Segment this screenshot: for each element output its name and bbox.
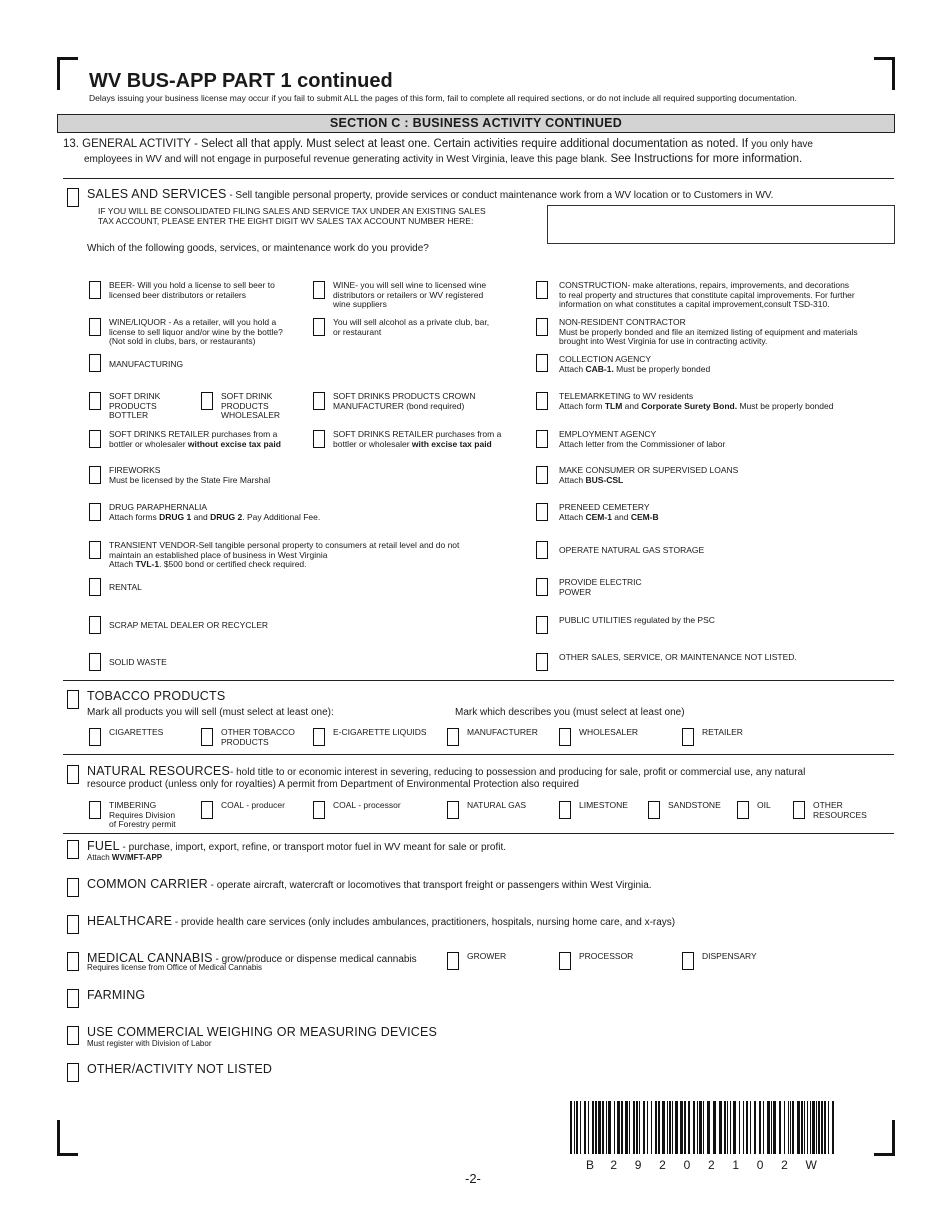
public-utilities-checkbox[interactable] bbox=[536, 616, 548, 634]
drug-paraphernalia-label: DRUG PARAPHERNALIA Attach forms DRUG 1 and DRUG 2. Pay Additional Fee. bbox=[109, 502, 321, 522]
natural-gas-storage-label: OPERATE NATURAL GAS STORAGE bbox=[559, 545, 705, 555]
fireworks-checkbox[interactable] bbox=[89, 466, 101, 484]
crop-mark-bottom-right bbox=[874, 1120, 895, 1156]
dispensary-label: DISPENSARY bbox=[702, 951, 757, 961]
preneed-cemetery-label: PRENEED CEMETERY Attach CEM-1 and CEM-B bbox=[559, 502, 659, 522]
consumer-loans-checkbox[interactable] bbox=[536, 466, 548, 484]
crop-mark-top-right bbox=[874, 57, 895, 90]
sales-tax-account-number-field[interactable] bbox=[547, 205, 895, 244]
crop-mark-top-left bbox=[57, 57, 78, 90]
fireworks-label: FIREWORKS Must be licensed by the State Fire Marshal bbox=[109, 465, 271, 485]
farming-heading: FARMING bbox=[87, 988, 146, 1002]
medical-cannabis-note: Requires license from Office of Medical Cannabis bbox=[87, 963, 263, 972]
coal-processor-checkbox[interactable] bbox=[313, 801, 325, 819]
sales-services-heading: SALES AND SERVICES - Sell tangible personal property, provide services or conduct maintenance work from a WV location or to Customers in WV. bbox=[87, 187, 774, 201]
manufacturing-checkbox[interactable] bbox=[89, 354, 101, 372]
preneed-cemetery-checkbox[interactable] bbox=[536, 503, 548, 521]
page-title: WV BUS-APP PART 1 continued bbox=[89, 70, 393, 92]
nonresident-contractor-label: NON-RESIDENT CONTRACTOR Must be properly bonded and file an itemized listing of equipment and materials brought into West Virginia for use in contracting activity. bbox=[559, 317, 858, 346]
natural-gas-label: NATURAL GAS bbox=[467, 800, 527, 810]
soft-drink-retailer-no-tax-checkbox[interactable] bbox=[89, 430, 101, 448]
other-tobacco-label: OTHER TOBACCO PRODUCTS bbox=[221, 727, 295, 747]
tobacco-wholesaler-checkbox[interactable] bbox=[559, 728, 571, 746]
other-activity-checkbox[interactable] bbox=[67, 1063, 79, 1082]
beer-checkbox[interactable] bbox=[89, 281, 101, 299]
tobacco-products-instruction: Mark all products you will sell (must select at least one): bbox=[87, 707, 334, 718]
other-activity-heading: OTHER/ACTIVITY NOT LISTED bbox=[87, 1062, 273, 1076]
employment-agency-checkbox[interactable] bbox=[536, 430, 548, 448]
wine-liquor-label: WINE/LIQUOR - As a retailer, will you hold a license to sell liquor and/or wine by the bottle? (Not sold in clubs, bars, or restaurants) bbox=[109, 317, 283, 346]
tobacco-heading: TOBACCO PRODUCTS bbox=[87, 689, 226, 703]
grower-label: GROWER bbox=[467, 951, 507, 961]
barcode-digits: B 2 9 2 0 2 1 0 2 W bbox=[586, 1158, 817, 1172]
public-utilities-label: PUBLIC UTILITIES regulated by the PSC bbox=[559, 615, 715, 625]
farming-checkbox[interactable] bbox=[67, 989, 79, 1008]
timbering-label: TIMBERING Requires Division of Forestry permit bbox=[109, 800, 176, 829]
other-sales-checkbox[interactable] bbox=[536, 653, 548, 671]
construction-label: CONSTRUCTION- make alterations, repairs, improvements, and decorations to real property and structures that constitute capital improvements. For further information on what constitutes a capital improvement,consult TSD-310. bbox=[559, 280, 855, 309]
wine-label: WINE- you will sell wine to licensed wine distributors or retailers or WV registered wine suppliers bbox=[333, 280, 487, 309]
tobacco-role-instruction: Mark which describes you (must select at least one) bbox=[455, 707, 685, 718]
cigarettes-label: CIGARETTES bbox=[109, 727, 164, 737]
tobacco-retailer-label: RETAILER bbox=[702, 727, 743, 737]
medical-cannabis-heading: MEDICAL CANNABIS - grow/produce or dispense medical cannabis bbox=[87, 951, 417, 965]
medical-cannabis-checkbox[interactable] bbox=[67, 952, 79, 971]
soft-drink-retailer-tax-checkbox[interactable] bbox=[313, 430, 325, 448]
drug-paraphernalia-checkbox[interactable] bbox=[89, 503, 101, 521]
sales-services-checkbox[interactable] bbox=[67, 188, 79, 207]
oil-label: OIL bbox=[757, 800, 771, 810]
tobacco-manufacturer-label: MANUFACTURER bbox=[467, 727, 538, 737]
rental-checkbox[interactable] bbox=[89, 578, 101, 596]
transient-vendor-label: TRANSIENT VENDOR-Sell tangible personal property to consumers at retail level and do not maintain an established place of business in West Virginia Attach TVL-1. $500 bond or certified check required. bbox=[109, 540, 460, 569]
e-cigarette-label: E-CIGARETTE LIQUIDS bbox=[333, 727, 427, 737]
other-sales-label: OTHER SALES, SERVICE, OR MAINTENANCE NOT LISTED. bbox=[559, 652, 797, 662]
page-subtitle: Delays issuing your business license may occur if you fail to submit ALL the pages of this form, fail to complete all required sections, or do not include all required supporting documentation. bbox=[89, 93, 797, 103]
soft-drink-retailer-tax-label: SOFT DRINKS RETAILER purchases from a bottler or wholesaler with excise tax paid bbox=[333, 429, 502, 449]
soft-drink-bottler-checkbox[interactable] bbox=[89, 392, 101, 410]
tobacco-retailer-checkbox[interactable] bbox=[682, 728, 694, 746]
coal-producer-label: COAL - producer bbox=[221, 800, 285, 810]
other-tobacco-checkbox[interactable] bbox=[201, 728, 213, 746]
natural-gas-storage-checkbox[interactable] bbox=[536, 541, 548, 559]
private-club-checkbox[interactable] bbox=[313, 318, 325, 336]
scrap-metal-checkbox[interactable] bbox=[89, 616, 101, 634]
electric-power-label: PROVIDE ELECTRIC POWER bbox=[559, 577, 642, 597]
tobacco-checkbox[interactable] bbox=[67, 690, 79, 709]
crop-mark-bottom-left bbox=[57, 1120, 78, 1156]
grower-checkbox[interactable] bbox=[447, 952, 459, 970]
construction-checkbox[interactable] bbox=[536, 281, 548, 299]
coal-producer-checkbox[interactable] bbox=[201, 801, 213, 819]
employment-agency-label: EMPLOYMENT AGENCY Attach letter from the Commissioner of labor bbox=[559, 429, 726, 449]
nonresident-contractor-checkbox[interactable] bbox=[536, 318, 548, 336]
soft-drink-wholesaler-label: SOFT DRINK PRODUCTS WHOLESALER bbox=[221, 391, 281, 420]
soft-drink-bottler-label: SOFT DRINK PRODUCTS BOTTLER bbox=[109, 391, 161, 420]
natural-resources-desc: resource product (unless only for royalties) A permit from Department of Environmental Protection also required bbox=[87, 779, 579, 790]
divider bbox=[63, 754, 894, 755]
scrap-metal-label: SCRAP METAL DEALER OR RECYCLER bbox=[109, 620, 269, 630]
natural-resources-checkbox[interactable] bbox=[67, 765, 79, 784]
weighing-devices-heading: USE COMMERCIAL WEIGHING OR MEASURING DEVICES bbox=[87, 1025, 438, 1039]
dispensary-checkbox[interactable] bbox=[682, 952, 694, 970]
page-number: -2- bbox=[465, 1171, 481, 1186]
solid-waste-checkbox[interactable] bbox=[89, 653, 101, 671]
soft-drink-crown-checkbox[interactable] bbox=[313, 392, 325, 410]
divider bbox=[63, 178, 894, 179]
divider bbox=[63, 833, 894, 834]
private-club-label: You will sell alcohol as a private club, bar, or restaurant bbox=[333, 317, 490, 337]
common-carrier-checkbox[interactable] bbox=[67, 878, 79, 897]
electric-power-checkbox[interactable] bbox=[536, 578, 548, 596]
manufacturing-label: MANUFACTURING bbox=[109, 359, 184, 369]
sandstone-label: SANDSTONE bbox=[668, 800, 721, 810]
telemarketing-checkbox[interactable] bbox=[536, 392, 548, 410]
collection-agency-label: COLLECTION AGENCY Attach CAB-1. Must be properly bonded bbox=[559, 354, 711, 374]
tobacco-wholesaler-label: WHOLESALER bbox=[579, 727, 639, 737]
timbering-checkbox[interactable] bbox=[89, 801, 101, 819]
processor-label: PROCESSOR bbox=[579, 951, 634, 961]
soft-drink-crown-label: SOFT DRINKS PRODUCTS CROWN MANUFACTURER (bond required) bbox=[333, 391, 476, 411]
solid-waste-label: SOLID WASTE bbox=[109, 657, 167, 667]
other-resources-label: OTHER RESOURCES bbox=[813, 800, 867, 820]
natural-resources-heading: NATURAL RESOURCES- hold title to or economic interest in severing, reducing to possession and producing for sale, profit or commercial use, any natural bbox=[87, 764, 806, 778]
limestone-label: LIMESTONE bbox=[579, 800, 628, 810]
barcode bbox=[570, 1101, 835, 1154]
soft-drink-wholesaler-checkbox[interactable] bbox=[201, 392, 213, 410]
beer-label: BEER- Will you hold a license to sell beer to licensed beer distributors or retailers bbox=[109, 280, 275, 300]
weighing-devices-checkbox[interactable] bbox=[67, 1026, 79, 1045]
weighing-devices-note: Must register with Division of Labor bbox=[87, 1039, 212, 1048]
fuel-checkbox[interactable] bbox=[67, 840, 79, 859]
wine-checkbox[interactable] bbox=[313, 281, 325, 299]
natural-gas-checkbox[interactable] bbox=[447, 801, 459, 819]
fuel-note: Attach WV/MFT-APP bbox=[87, 853, 163, 862]
common-carrier-heading: COMMON CARRIER - operate aircraft, watercraft or locomotives that transport freight or passengers within West Virginia. bbox=[87, 877, 652, 891]
divider bbox=[63, 680, 894, 681]
general-activity-instructions: 13. GENERAL ACTIVITY - Select all that apply. Must select at least one. Certain activities require additional documentation as noted. If you only have employees in WV and will not engage in purposeful revenue generating activity in West Virginia, leave this page blank. See Instructions for more information. bbox=[63, 138, 813, 165]
limestone-checkbox[interactable] bbox=[559, 801, 571, 819]
e-cigarette-checkbox[interactable] bbox=[313, 728, 325, 746]
fuel-heading: FUEL - purchase, import, export, refine, or transport motor fuel in WV meant for sale or profit. bbox=[87, 839, 507, 853]
sales-question: Which of the following goods, services, or maintenance work do you provide? bbox=[87, 243, 429, 254]
healthcare-checkbox[interactable] bbox=[67, 915, 79, 934]
oil-checkbox[interactable] bbox=[737, 801, 749, 819]
collection-agency-checkbox[interactable] bbox=[536, 354, 548, 372]
section-header: SECTION C : BUSINESS ACTIVITY CONTINUED bbox=[57, 114, 895, 133]
processor-checkbox[interactable] bbox=[559, 952, 571, 970]
transient-vendor-checkbox[interactable] bbox=[89, 541, 101, 559]
coal-processor-label: COAL - processor bbox=[333, 800, 401, 810]
wine-liquor-checkbox[interactable] bbox=[89, 318, 101, 336]
rental-label: RENTAL bbox=[109, 582, 142, 592]
tobacco-manufacturer-checkbox[interactable] bbox=[447, 728, 459, 746]
sandstone-checkbox[interactable] bbox=[648, 801, 660, 819]
soft-drink-retailer-no-tax-label: SOFT DRINKS RETAILER purchases from a bottler or wholesaler without excise tax paid bbox=[109, 429, 281, 449]
healthcare-heading: HEALTHCARE - provide health care services (only includes ambulances, practitioners, hospitals, nursing home care, and x-rays) bbox=[87, 914, 676, 928]
telemarketing-label: TELEMARKETING to WV residents Attach form TLM and Corporate Surety Bond. Must be properly bonded bbox=[559, 391, 834, 411]
consumer-loans-label: MAKE CONSUMER OR SUPERVISED LOANS Attach BUS-CSL bbox=[559, 465, 739, 485]
other-resources-checkbox[interactable] bbox=[793, 801, 805, 819]
consolidated-filing-instruction: IF YOU WILL BE CONSOLIDATED FILING SALES AND SERVICE TAX UNDER AN EXISTING SALES TAX ACCOUNT, PLEASE ENTER THE EIGHT DIGIT WV SALES TAX ACCOUNT NUMBER HERE: bbox=[98, 206, 486, 226]
cigarettes-checkbox[interactable] bbox=[89, 728, 101, 746]
